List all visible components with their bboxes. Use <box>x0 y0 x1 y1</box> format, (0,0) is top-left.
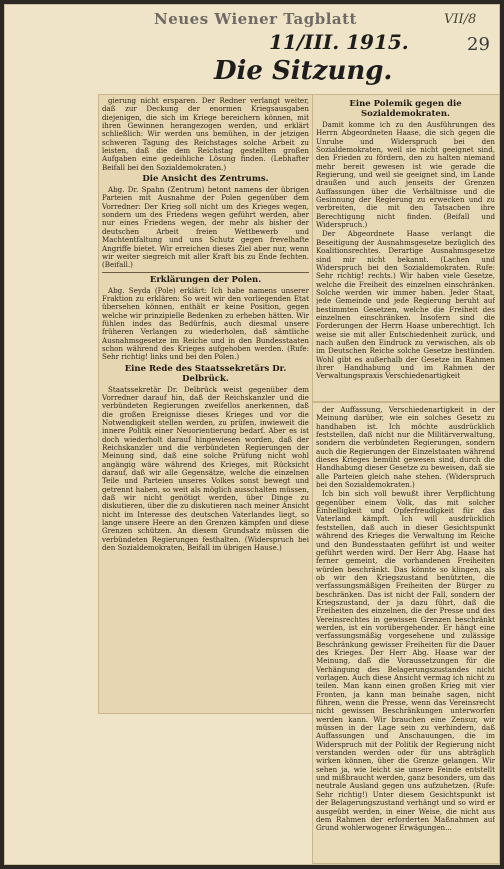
article-right-clipping-top <box>312 94 500 402</box>
article-right-clipping-bottom <box>312 402 500 864</box>
polemik-paragraph-2: Der Abgeordnete Haase verlangt die Beseitigung der Ausnahmsgesetze bezüglich des Koalitionsrechtes. Derartige Ausnahmsgesetze sind mir nicht bekannt. (Lachen und Widerspruch bei den Sozialdemokraten. Rufe: Sehr richtig! rechts.) Wir haben viele Gesetze, welche die Freiheit des einzelnen einschränken. Solche werden wir immer haben. Jeder Staat, jede Gemeinde und jede Regierung beruht auf bestimmten Gesetzen, welche die Freiheit des einzelnen einschränken. Insofern sind die Forderungen der Herrn Haase unberechtigt. Ich weise sie mit aller Entschiedenheit zurück, und nach außen den Eindruck zu verwischen, als ob im Deutschen Reiche solche Gesetze bestünden. Wohl gibt es außerhalb der Gesetze im Rahmen ihrer Handhabung und im Rahmen der Verwaltungspraxis Verschiedenartigkeit <box>316 229 495 381</box>
zentrum-paragraph: Abg. Dr. Spahn (Zentrum) betont namens der übrigen Parteien mit Ausnahme der Polen gegenüber dem Vorredner: Der Krieg soll nicht um des Krieges wegen, sondern um des Friedens wegen geführt werden, aber nur eines Friedens wegen, der mehr als bisher der deutschen Arbeit freien Wettbewerb und Machtentfaltung und uns Schutz gegen frevelhafte Angriffe bietet. Wir erreichen dieses Ziel aber nur, wenn wir weiter siegreich mit aller Kraft bis zu Ende fechten. (Beifall.) <box>102 185 309 270</box>
page-number: 29 <box>467 34 490 55</box>
heading-polen: Erklärungen der Polen. <box>149 274 262 285</box>
newspaper-masthead: Neues Wiener Tagblatt <box>154 10 357 28</box>
right-column-bottom-text <box>316 406 495 858</box>
continuation-paragraph: der Auffassung, Verschiedenartigkeit in der Meinung darüber, wie ein solches Gesetz zu handhaben ist. Ich möchte ausdrücklich feststellen, daß nicht nur die Militärverwaltung, sondern die verbündeten Regierungen, sondern auch die Regierungen der Einzelstaaten während dieses Krieges bemüht gewesen sind, durch die Handhabung dieser Gesetze zu beweisen, daß sie alle Parteien gleich nahe stehen. (Widerspruch bei den Sozialdemokraten.) <box>316 406 495 490</box>
handwritten-date: 11/III. 1915. <box>269 30 409 54</box>
article-left-clipping <box>98 94 314 714</box>
right-column-top-text <box>316 97 495 397</box>
archive-corner-note: VII/8 <box>444 12 477 27</box>
heading-delbrueck: Eine Rede des Staatssekretärs Dr. Delbrück. <box>124 363 287 384</box>
heading-polemik: Eine Polemik gegen die Sozialdemokraten. <box>349 99 462 119</box>
handwritten-title: Die Sitzung. <box>214 56 393 86</box>
polemik-paragraph-1: Damit komme ich zu den Ausführungen des Herrn Abgeordneten Haase, die sich gegen die Unruhe und Widerspruch bei den Sozialdemokraten, weil sie nicht geeignet sind, den Frieden zu fördern, den zu halten niemand mehr bereit gewesen ist wie gerade die Regierung, und weil sie geeignet sind, im Lande draußen und auch jenseits der Grenzen Auffassungen über die Verhältnisse und die Gesinnung der Regierung zu erwecken und zu verbreiten, die mit den Tatsachen ihre Berechtigung nicht finden. (Beifall und Widerspruch.) <box>316 120 495 230</box>
intro-paragraph: gierung nicht ersparen. Der Redner verlangt weiter, daß zur Deckung der enormen Kriegsausgaben diejenigen, die sich im Kriege bereichern können, mit ihren Gewinnen herangezogen werden, und erklärt schließlich: Wir werden uns bemühen, in der jetzigen schweren Tagung des Reichstages solche Arbeit zu leisten, daß die dem Reichstag gestellten großen Aufgaben eine gedeihliche Lösung finden. (Lebhafter Beifall bei den Sozialdemokraten.) <box>102 97 309 172</box>
section-rule <box>102 272 309 273</box>
left-column-text <box>102 97 309 709</box>
continuation-paragraph-2: Ich bin sich voll bewußt ihrer Verpflichtung gegenüber einem Volk, das mit solcher Einhelligkeit und Opferfreudigkeit für das Vaterland kämpft. Ich will ausdrücklich feststellen, daß auch in dieser Gesichtspunkt während des Krieges die Verwaltung im Reiche und den Bundesstaaten geführt ist und weiter geführt werden wird. Der Herr Abg. Haase hat ferner gemeint, die vorhandenen Freiheiten würden beschränkt. Das könnte so klingen, als ob wir den Kriegszustand benützten, die verfassungsmäßigen Freiheiten der Bürger zu beschränken. Das ist nicht der Fall, sondern der Kriegszustand, der ja dazu führt, daß die Freiheiten des einzelnen, die der Presse und des Vereinsrechtes in gewissen Grenzen beschränkt werden, ist ein vorübergehender. Er hängt eine verfassungsmäßig vorgesehene und zulässige Beschränkung gewisser Freiheiten für die Dauer des Krieges. Der Herr Abg. Haase war der Meinung, daß die Voraussetzungen für die Verhängung des Belagerungszustandes nicht vorlagen. Auch diese Ansicht vermag ich nicht zu teilen. Man kann einen großen Krieg mit vier Fronten, ja kann man beinahe sagen, nicht führen, wenn die Presse, wenn das Vereinsrecht nicht gewissen Beschränkungen unterworfen werden kann. Wir brauchen eine Zensur, wir müssen in der Lage sein zu verhindern, daß Auffassungen und Anschauungen, die im Widerspruch mit der Politik der Regierung nicht verstanden werden oder für uns abträglich wirken können, über die Grenze gelangen. Wir sehen ja, wie leicht sie unsere Feinde entstellt und mißbraucht werden, ganz besonders, um das neutrale Ausland gegen uns aufzuhetzen. (Rufe: Sehr richtig!) Unter diesem Gesichtspunkt ist der Belagerungszustand verhängt und so wird er ausgeübt werden, in einer Weise, die nicht aus dem Rahmen der erforderten Maßnahmen auf Grund wohlerwogener Erwägungen... <box>316 489 495 833</box>
heading-zentrum: Die Ansicht des Zentrums. <box>142 174 269 185</box>
delbrueck-paragraph: Staatssekretär Dr. Delbrück weist gegenüber dem Vorredner darauf hin, daß der Reichskanzler und die verbündeten Regierungen zweifellos anerkennen, daß die großen Ereignisse dieses Krieges und vor die Notwendigkeit stellen werden, zu prüfen, inwieweit die innere Politik einer Neuorientierung bedarf. Aber es ist doch wiederholt darauf hingewiesen worden, daß der Reichskanzler und die verbündeten Regierungen der Meinung sind, daß eine solche Prüfung nicht wohl angängig wäre während des Krieges, mit Rücksicht darauf, daß wir alle Gegensätze, welche die einzelnen Teile und Parteien unseres Volkes sonst bewegt und getrennt haben, so weit als möglich ausschalten müssen, daß wir nicht genötigt werden, über Dinge zu diskutieren, über die zu diskutieren nach meiner Ansicht nicht im Interesse des deutschen Vaterlandes liegt, so lange unsere Heere an den Grenzen kämpfen und diese Grenzen schützen. An diesem Grundsatz müssen die verbündeten Regierungen festhalten. (Widerspruch bei den Sozialdemokraten, Beifall im übrigen Hause.) <box>102 384 309 553</box>
polen-paragraph: Abg. Seyda (Pole) erklärt: Ich habe namens unserer Fraktion zu erklären: So weit wir den vorliegenden Etat übersehen können, enthält er keine Position, gegen welche wir prinzipielle Bedenken zu erheben hätten. Wir fühlen indes das Bedürfnis, auch diesmal unsere früheren Verlangen zu wiederholen, daß sämtliche Ausnahmsgesetze im Reiche und in den Bundesstaaten schon während des Krieges aufgehoben werden. (Rufe: Sehr richtig! links und bei den Polen.) <box>102 285 309 362</box>
clipping-sheet <box>4 4 500 865</box>
